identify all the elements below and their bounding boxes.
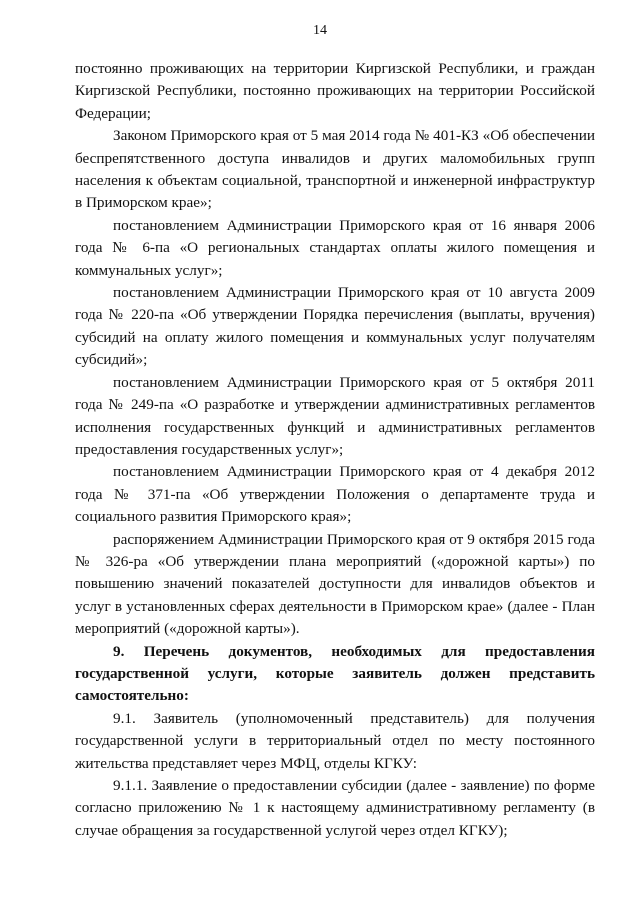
paragraph: 9.1.1. Заявление о предоставлении субсидии (далее - заявление) по форме согласно приложению № 1 к настоящему административному регламенту (в случае обращения за государственной услугой через отдел КГКУ);: [75, 777, 595, 839]
paragraph: Законом Приморского края от 5 мая 2014 года № 401-КЗ «Об обеспечении беспрепятственного доступа инвалидов и других маломобильных групп населения к объектам социальной, транспортной и инженерной инфраструктур в Приморском крае»;: [75, 127, 595, 212]
paragraph: постановлением Администрации Приморского края от 10 августа 2009 года № 220-па «Об утверждении Порядка перечисления (выплаты, вручения) субсидий на оплату жилого помещения и коммунальных услуг получателям субсидий»;: [75, 284, 595, 369]
paragraph: 9.1. Заявитель (уполномоченный представитель) для получения государственной услуги в территориальный отдел по месту постоянного жительства представляет через МФЦ, отделы КГКУ:: [75, 709, 595, 772]
section-heading: 9. Перечень документов, необходимых для предоставления государственной услуги, которые заявитель должен представить самостоятельно:: [75, 642, 595, 705]
page-number: 14: [313, 23, 327, 38]
document-body: [75, 58, 595, 842]
paragraph: постановлением Администрации Приморского края от 16 января 2006 года № 6-па «О региональных стандартах оплаты жилого помещения и коммунальных услуг»;: [75, 216, 595, 279]
paragraph: постановлением Администрации Приморского края от 5 октября 2011 года № 249-па «О разработке и утверждении административных регламентов исполнения государственных функций и административных регламентов предоставления государственных услуг»;: [75, 373, 595, 458]
paragraph: постановлением Администрации Приморского края от 4 декабря 2012 года № 371-па «Об утверждении Положения о департаменте труда и социального развития Приморского края»;: [75, 463, 595, 526]
paragraph: постоянно проживающих на территории Киргизской Республики, и граждан Киргизской Республики, постоянно проживающих на территории Российской Федерации;: [75, 60, 595, 122]
paragraph: распоряжением Администрации Приморского края от 9 октября 2015 года № 326-ра «Об утверждении плана мероприятий («дорожной карты») по повышению значений показателей доступности для инвалидов объектов и услуг в установленных сферах деятельности в Приморском крае» (далее - План мероприятий («дорожной карты»).: [75, 530, 595, 638]
